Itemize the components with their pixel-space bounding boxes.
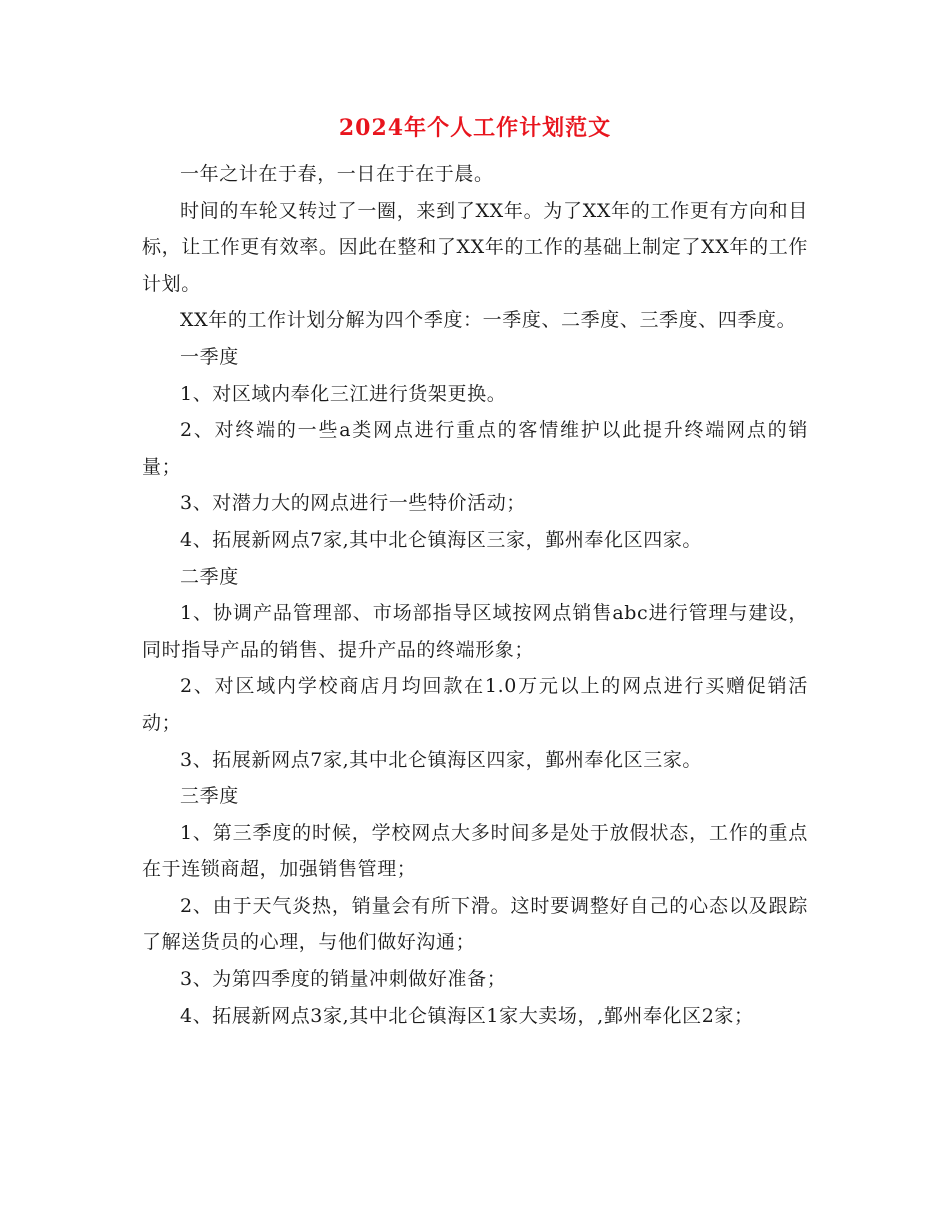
list-item: 2、对终端的一些a类网点进行重点的客情维护以此提升终端网点的销量； [142,419,808,478]
list-item: 3、为第四季度的销量冲刺做好准备； [180,968,507,991]
paragraph: 一年之计在于春，一日在于在于晨。 [180,163,494,185]
paragraph: 时间的车轮又转过了一圈，来到了XX年。为了XX年的工作更有方向和目标，让工作更有效率。因此在整和了XX年的工作的基础上制定了XX年的工作计划。 [142,199,808,295]
section-heading-q3: 三季度 [180,785,239,808]
document-title: 2024年个人工作计划范文 [338,115,612,141]
list-item: 2、由于天气炎热，销量会有所下滑。这时要调整好自己的心态以及跟踪了解送货员的心理，与他们做好沟通； [142,894,808,954]
list-item: 3、拓展新网点7家,其中北仑镇海区四家，鄞州奉化区三家。 [180,748,703,771]
list-item: 2、对区域内学校商店月均回款在1.0万元以上的网点进行买赠促销活动； [142,675,808,734]
list-item: 1、第三季度的时候，学校网点大多时间多是处于放假状态，工作的重点在于连锁商超，加强销售管理； [142,821,808,881]
list-item: 4、拓展新网点7家,其中北仑镇海区三家，鄞州奉化区四家。 [180,528,703,551]
list-item: 4、拓展新网点3家,其中北仑镇海区1家大卖场，,鄞州奉化区2家； [180,1004,754,1027]
document-body [142,156,808,1034]
section-heading-q2: 二季度 [180,565,239,588]
list-item: 3、对潜力大的网点进行一些特价活动； [180,492,526,515]
list-item: 1、协调产品管理部、市场部指导区域按网点销售abc进行管理与建设，同时指导产品的销售、提升产品的终端形象； [142,602,808,661]
list-item: 1、对区域内奉化三江进行货架更换。 [180,382,507,405]
section-heading-q1: 一季度 [180,345,239,368]
paragraph: XX年的工作计划分解为四个季度：一季度、二季度、三季度、四季度。 [180,309,797,332]
